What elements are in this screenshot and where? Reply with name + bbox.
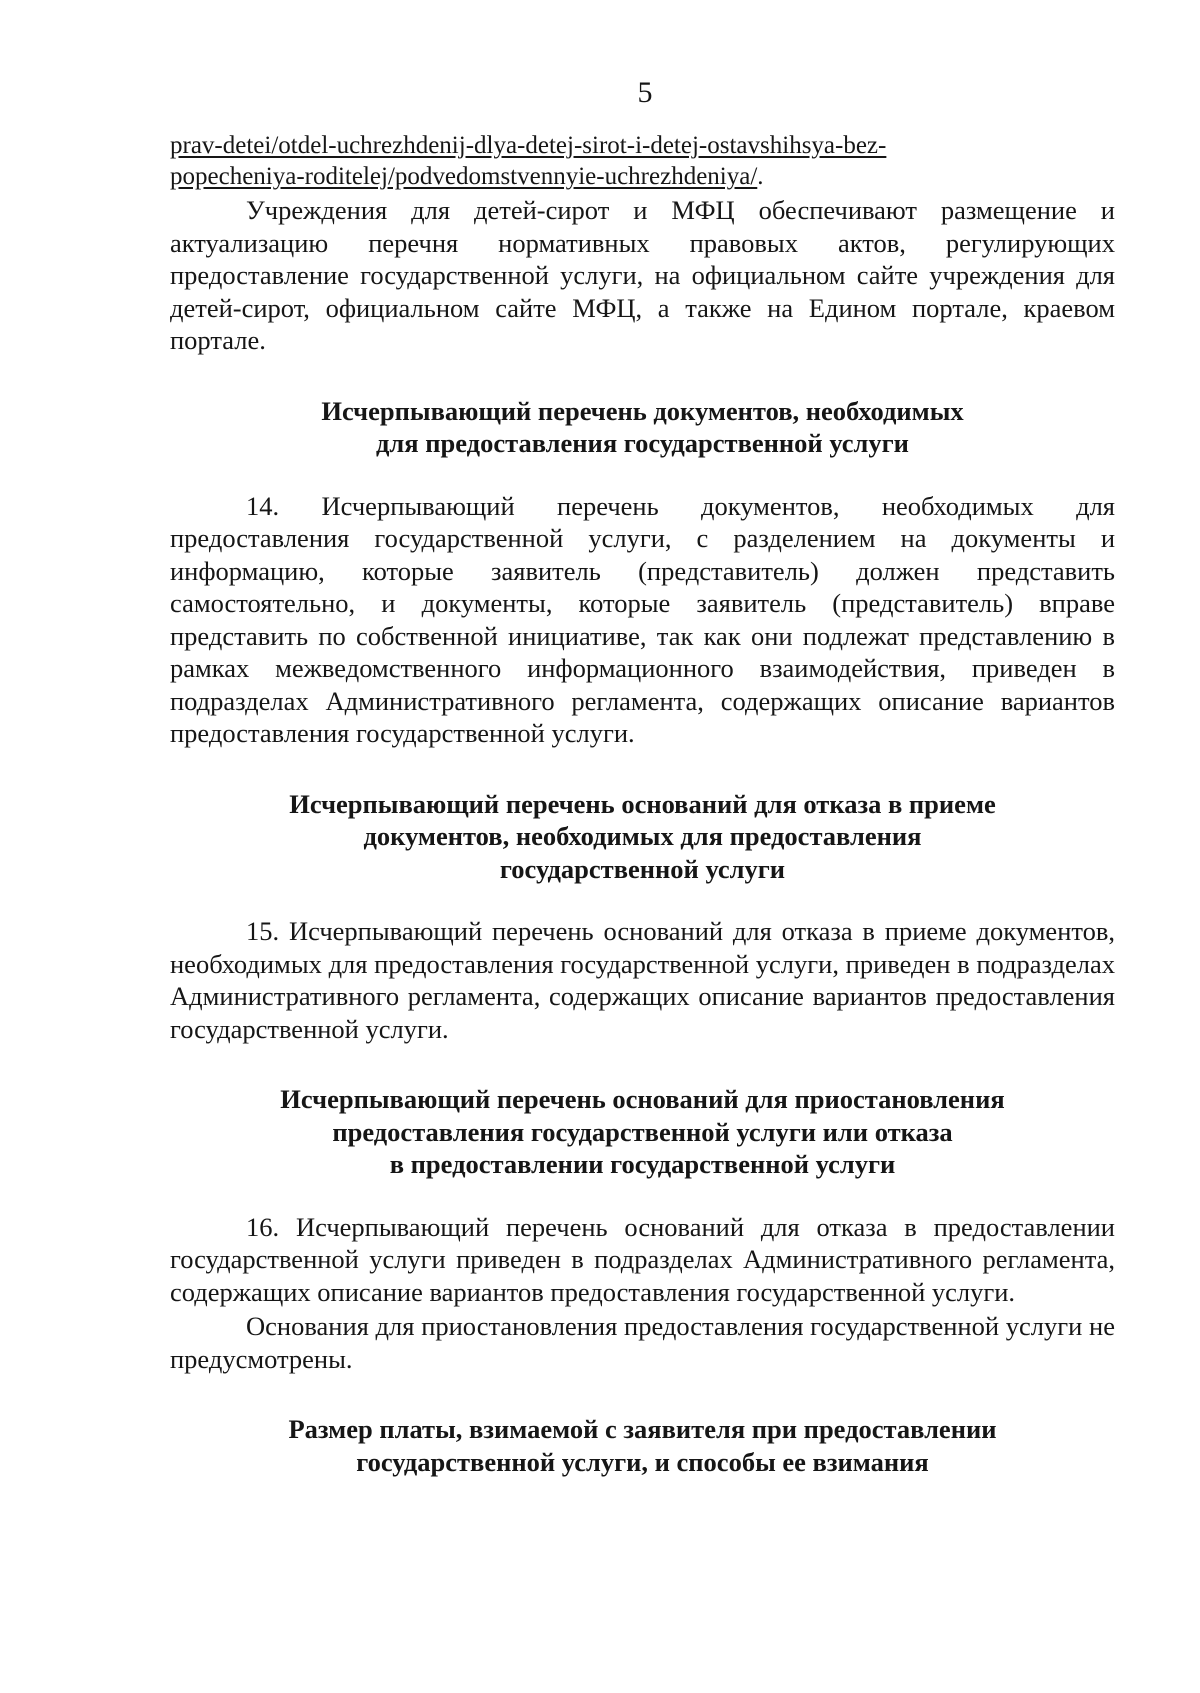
link-line-2[interactable] — [170, 161, 1115, 192]
section-heading-line: для предоставления государственной услуги — [376, 428, 909, 458]
section-heading — [170, 395, 1115, 460]
reference-link[interactable] — [170, 130, 1115, 192]
section-heading-line: предоставления государственной услуги или отказа — [332, 1116, 953, 1147]
section-paragraph: Основания для приостановления предоставления государственной услуги не предусмотрены. — [170, 1311, 1115, 1374]
page-number: 5 — [637, 76, 653, 109]
link-suffix: . — [757, 163, 764, 190]
link-line-2-text[interactable]: popecheniya-roditelej/podvedomstvennyie-uchrezhdeniya/ — [170, 163, 758, 190]
section-heading — [170, 1083, 1115, 1181]
section-heading-line: Размер платы, взимаемой с заявителя при предоставлении — [288, 1414, 997, 1444]
section-paragraph: 15. Исчерпывающий перечень оснований для отказа в приеме документов, необходимых для предоставления государственной услуги, приведен в подразделах Административного регламента, содержащих описание вариантов предоставления государственной услуги. — [170, 916, 1115, 1044]
section-heading — [170, 1413, 1115, 1478]
section-heading-line: государственной услуги, и способы ее взимания — [356, 1446, 929, 1477]
link-line-1[interactable]: prav-detei/otdel-uchrezhdenij-dlya-detej-sirot-i-detej-ostavshihsya-bez- — [170, 132, 887, 159]
intro-paragraph: Учреждения для детей-сирот и МФЦ обеспечивают размещение и актуализацию перечня нормативных правовых актов, регулирующих предоставление государственной услуги, на официальном сайте учреждения для детей-сирот, официальном сайте МФЦ, а также на Едином портале, краевом портале. — [170, 195, 1115, 355]
page-content — [170, 130, 1115, 1478]
section-heading-line: Исчерпывающий перечень документов, необходимых — [321, 395, 964, 426]
sections-container — [170, 357, 1115, 1479]
section-heading-line: документов, необходимых для предоставления — [363, 821, 922, 851]
section-heading-line: Исчерпывающий перечень оснований для приостановления — [280, 1084, 1005, 1114]
section-heading-line: государственной услуги — [499, 853, 786, 884]
section-heading — [170, 788, 1115, 886]
section-paragraph: 14. Исчерпывающий перечень документов, необходимых для предоставления государственной услуги, с разделением на документы и информацию, которые заявитель (представитель) должен представить самостоятельно, и документы, которые заявитель (представитель) вправе представить по собственной инициативе, так как они подлежат представлению в рамках межведомственного информационного взаимодействия, приведен в подразделах Административного регламента, содержащих описание вариантов предоставления государственной услуги. — [170, 490, 1115, 748]
section-heading-line: в предоставлении государственной услуги — [389, 1149, 896, 1179]
section-paragraph: 16. Исчерпывающий перечень оснований для отказа в предоставлении государственной услуги приведен в подразделах Административного регламента, содержащих описание вариантов предоставления государственной услуги. — [170, 1211, 1115, 1307]
section-heading-line: Исчерпывающий перечень оснований для отказа в приеме — [289, 788, 996, 819]
